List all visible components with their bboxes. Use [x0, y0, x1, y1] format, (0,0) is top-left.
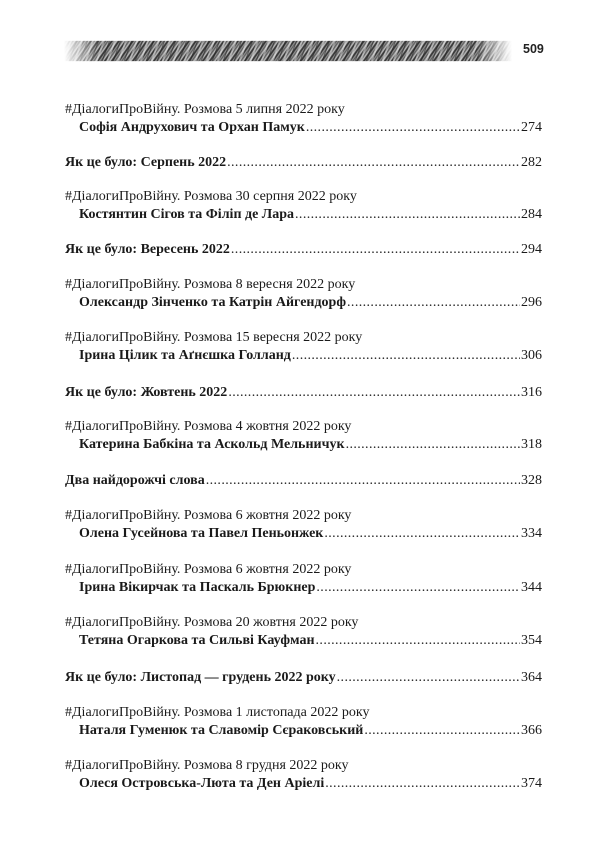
dot-leader [228, 384, 520, 402]
toc-entry-line[interactable] [65, 206, 542, 224]
toc-entry-line[interactable] [65, 347, 542, 365]
toc-entry-title: Софія Андрухович та Орхан Памук [79, 120, 305, 135]
page-number: 509 [523, 42, 544, 56]
toc-entry-title: Олеся Островська-Люта та Ден Аріелі [79, 776, 325, 791]
toc-entry [65, 704, 542, 740]
dot-leader [337, 669, 520, 687]
toc-entry-line[interactable] [65, 632, 542, 650]
toc-entry [65, 241, 542, 259]
toc-entry-page: 366 [521, 723, 542, 738]
toc-entry [65, 614, 542, 650]
toc-entry [65, 101, 542, 137]
toc-entry-page: 294 [521, 242, 542, 257]
dot-leader [206, 472, 520, 490]
toc-entry-page: 284 [521, 207, 542, 222]
toc-entry [65, 188, 542, 224]
toc-entry-page: 306 [521, 348, 542, 363]
toc-entry-intro: #ДіалогиПроВійну. Розмова 6 жовтня 2022 року [65, 508, 352, 523]
toc-entry-line[interactable] [65, 154, 542, 172]
toc-entry [65, 418, 542, 454]
dot-leader [231, 241, 520, 259]
toc-entry-title: Як це було: Вересень 2022 [65, 242, 230, 257]
toc-entry-line[interactable] [65, 119, 542, 137]
toc-entry-intro: #ДіалогиПроВійну. Розмова 20 жовтня 2022 року [65, 615, 359, 630]
toc-entry-page: 364 [521, 670, 542, 685]
dot-leader [295, 206, 520, 224]
toc-entry-line[interactable] [65, 722, 542, 740]
toc-entry-line[interactable] [65, 525, 542, 543]
toc-entry-page: 318 [521, 437, 542, 452]
toc-entry [65, 384, 542, 402]
toc-entry-title: Як це було: Серпень 2022 [65, 155, 227, 170]
toc-entry-page: 344 [521, 580, 542, 595]
toc-entry-page: 296 [521, 295, 542, 310]
dot-leader [324, 525, 520, 543]
toc-entry-intro: #ДіалогиПроВійну. Розмова 8 вересня 2022 року [65, 277, 356, 292]
toc-entry-title: Ірина Вікирчак та Паскаль Брюкнер [79, 580, 316, 595]
toc-entry-line[interactable] [65, 472, 542, 490]
toc-entry-title: Тетяна Огаркова та Сильві Кауфман [79, 633, 315, 648]
toc-entry [65, 276, 542, 312]
toc-entry-title: Олександр Зінченко та Катрін Айгендорф [79, 295, 347, 310]
toc-entry-page: 328 [521, 473, 542, 488]
toc-entry-title: Як це було: Жовтень 2022 [65, 385, 228, 400]
toc-entry-line[interactable] [65, 436, 542, 454]
toc-entry-title: Ірина Цілик та Аґнєшка Голланд [79, 348, 291, 363]
toc-entry-title: Костянтин Сігов та Філіп де Лара [79, 207, 295, 222]
dot-leader [364, 722, 520, 740]
toc-entry-intro: #ДіалогиПроВійну. Розмова 30 серпня 2022 року [65, 189, 357, 204]
toc-entry [65, 757, 542, 793]
toc-entry [65, 561, 542, 597]
toc-entry-page: 354 [521, 633, 542, 648]
dot-leader [306, 119, 520, 137]
toc-entry-line[interactable] [65, 669, 542, 687]
toc-entry-intro: #ДіалогиПроВійну. Розмова 8 грудня 2022 року [65, 758, 349, 773]
toc-entry-page: 316 [521, 385, 542, 400]
toc-entry-title: Наталя Гуменюк та Славомір Сєраковський [79, 723, 364, 738]
header-decoration [64, 38, 512, 64]
dot-leader [292, 347, 520, 365]
toc-entry-intro: #ДіалогиПроВійну. Розмова 6 жовтня 2022 року [65, 562, 352, 577]
toc-entry-line[interactable] [65, 775, 542, 793]
toc-entry-intro: #ДіалогиПроВійну. Розмова 1 листопада 2022 року [65, 705, 370, 720]
toc-entry-page: 334 [521, 526, 542, 541]
dot-leader [316, 632, 520, 650]
toc-entry [65, 154, 542, 172]
dot-leader [316, 579, 520, 597]
toc-entry [65, 329, 542, 365]
toc-entry-line[interactable] [65, 294, 542, 312]
toc-entry-page: 274 [521, 120, 542, 135]
toc-entry-line[interactable] [65, 384, 542, 402]
toc-entry-intro: #ДіалогиПроВійну. Розмова 4 жовтня 2022 року [65, 419, 352, 434]
toc-entry-intro: #ДіалогиПроВійну. Розмова 5 липня 2022 року [65, 102, 345, 117]
toc-entry [65, 669, 542, 687]
toc-entry [65, 507, 542, 543]
dot-leader [347, 294, 520, 312]
toc-entry-title: Два найдорожчі слова [65, 473, 205, 488]
toc-entry-title: Як це було: Листопад — грудень 2022 року [65, 670, 336, 685]
toc-entry-page: 374 [521, 776, 542, 791]
dot-leader [227, 154, 520, 172]
toc-entry-page: 282 [521, 155, 542, 170]
toc-entry-line[interactable] [65, 579, 542, 597]
dot-leader [346, 436, 520, 454]
toc-entry-line[interactable] [65, 241, 542, 259]
toc-entry-title: Катерина Бабкіна та Аскольд Мельничук [79, 437, 345, 452]
toc-entry-intro: #ДіалогиПроВійну. Розмова 15 вересня 2022 року [65, 330, 363, 345]
toc-entry-title: Олена Гусейнова та Павел Пеньонжек [79, 526, 324, 541]
brush-stroke-graphic [64, 38, 512, 64]
toc-entry [65, 472, 542, 490]
dot-leader [325, 775, 520, 793]
